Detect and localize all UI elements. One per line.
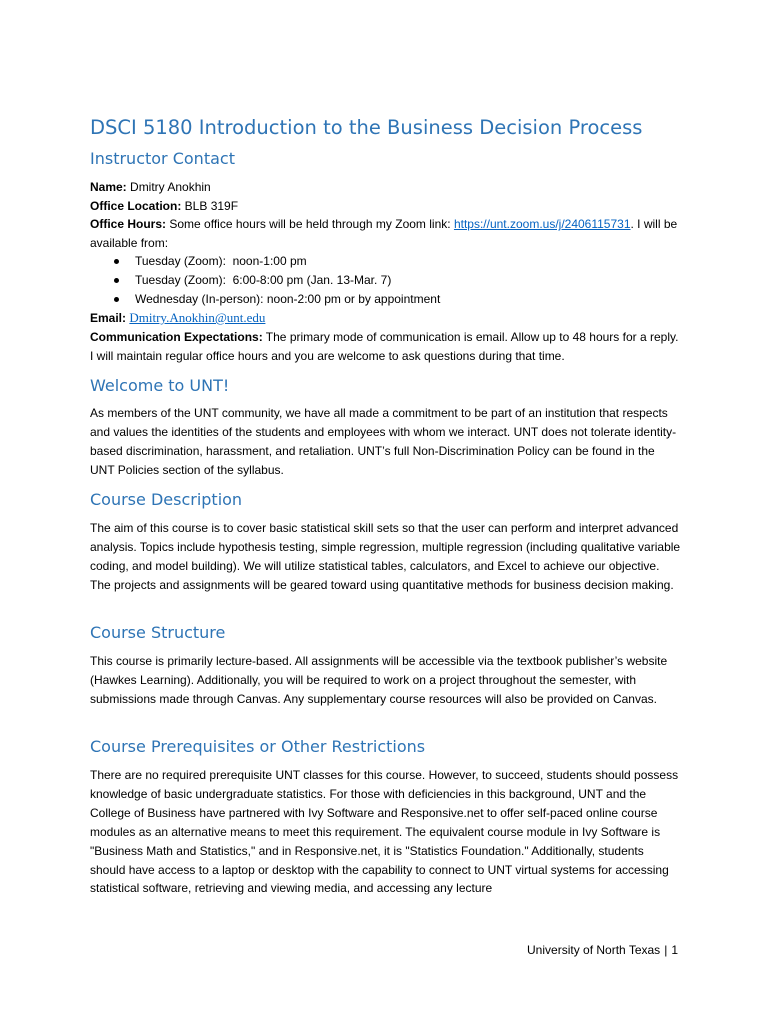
welcome-heading: Welcome to UNT! [90,376,230,395]
office-location-label: Office Location: [90,199,182,213]
office-hours-schedule [90,252,440,309]
bullet-icon [114,278,119,283]
course-structure-heading: Course Structure [90,623,226,642]
bullet-icon [114,297,119,302]
instructor-email [90,309,682,328]
communication-label: Communication Expectations: [90,330,263,344]
zoom-link[interactable]: https://unt.zoom.us/j/2406115731 [453,217,631,231]
office-hours-label: Office Hours: [90,217,167,231]
instructor-contact-heading: Instructor Contact [90,149,235,168]
email-label: Email: [90,311,127,325]
name-label: Name: [90,180,127,194]
office-hours-text-2: . I will be available from: [90,217,678,250]
prerequisites-paragraph: There are no required prerequisite UNT classes for this course. However, to succeed, students should possess knowledge of basic undergraduate statistics. For those with deficiencies in this background, UNT and the College of Business have partnered with Ivy Software and Responsive.net to offer self-paced online course modules as an alternative means to meet this requirement. The equivalent course module in Ivy Software is "Business Math and Statistics," and in Responsive.net, it is "Statistics Foundation." Additionally, students should have access to a laptop or desktop with the capability to connect to UNT virtual systems for accessing statistical software, retrieving and viewing media, and accessing any lecture [90,768,679,896]
prerequisites-heading: Course Prerequisites or Other Restrictions [90,737,426,756]
communication-text: The primary mode of communication is email. Allow up to 48 hours for a reply. I will maintain regular office hours and you are welcome to ask questions during that time. [90,330,679,363]
bullet-icon [114,259,119,264]
office-location [90,197,682,216]
welcome-paragraph: As members of the UNT community, we have all made a commitment to be part of an institution that respects and values the identities of the students and employees with whom we interact. UNT does not tolerate identity-based discrimination, harassment, and retaliation. UNT’s full Non-Discrimination Policy can be found in the UNT Policies section of the syllabus. [90,406,677,477]
list-item: Tuesday (Zoom): noon-1:00 pm [90,252,440,271]
communication-expectations [90,328,682,366]
office-hours [90,215,682,253]
footer-organization: University of North Texas [527,943,661,957]
page-number: 1 [671,943,678,957]
course-structure-paragraph: This course is primarily lecture-based. All assignments will be accessible via the textbook publisher’s website (Hawkes Learning). Additionally, you will be required to work on a project throughout the semester, with submissions made through Canvas. Any supplementary course resources will also be provided on Canvas. [90,654,668,706]
name-value: Dmitry Anokhin [126,180,211,194]
page-footer [527,943,678,957]
list-item: Wednesday (In-person): noon-2:00 pm or by appointment [90,290,440,309]
email-link[interactable]: Dmitry.Anokhin@unt.edu [129,310,266,325]
footer-separator: | [664,943,668,957]
course-description-heading: Course Description [90,490,243,509]
office-location-value: BLB 319F [181,199,239,213]
office-hours-text: Some office hours will be held through my Zoom link: [166,217,454,231]
course-description-paragraph: The aim of this course is to cover basic statistical skill sets so that the user can perform and interpret advanced analysis. Topics include hypothesis testing, simple regression, multiple regression (including qualitative variable coding, and model building). We will utilize statistical tables, calculators, and Excel to achieve our objective. The projects and assignments will be geared toward using quantitative methods for business decision making. [90,521,681,592]
list-item: Tuesday (Zoom): 6:00-8:00 pm (Jan. 13-Mar. 7) [90,271,440,290]
instructor-name [90,178,682,197]
page-title: DSCI 5180 Introduction to the Business Decision Process [90,116,643,139]
